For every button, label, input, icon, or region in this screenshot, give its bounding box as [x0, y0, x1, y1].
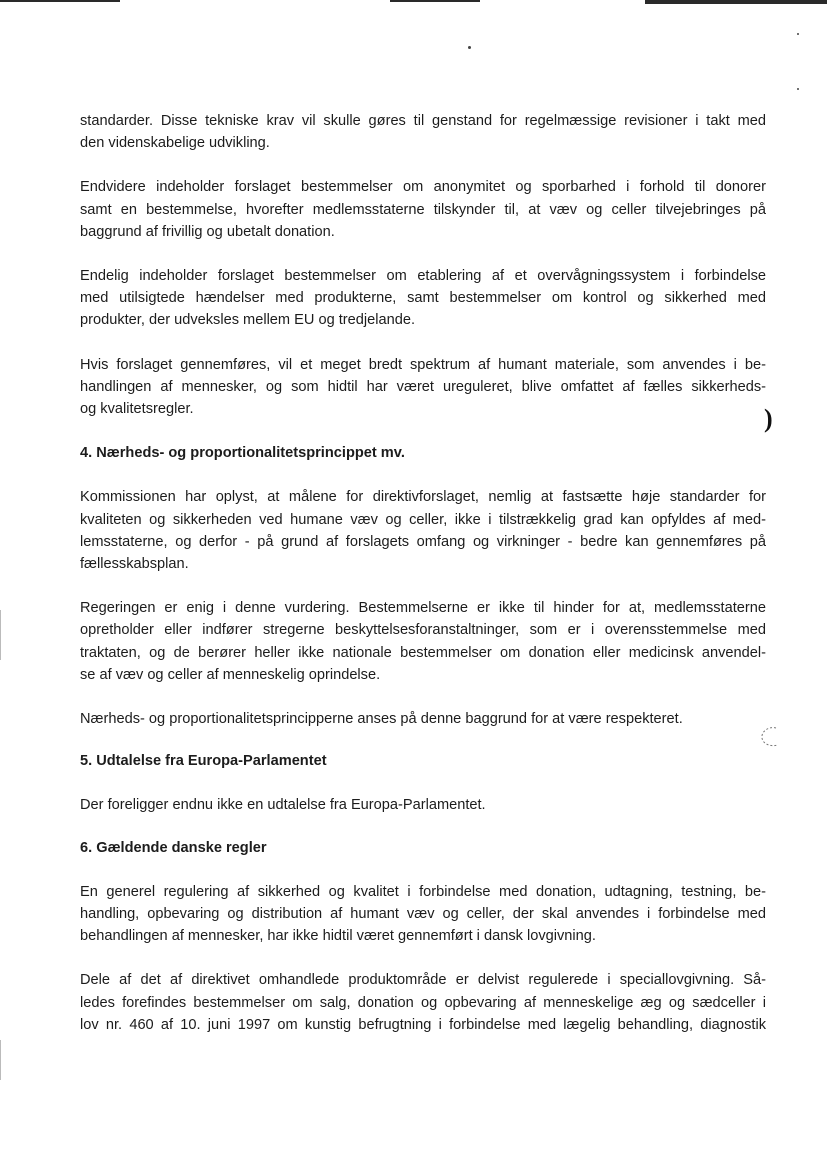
text-line: den videnskabelige udvikling.	[80, 135, 270, 152]
paragraph-5	[80, 486, 766, 575]
text-line: Endelig indeholder forslaget bestemmelser om etablering af et overvågningssystem i forbindelse	[80, 268, 766, 285]
text-line: handling, opbevaring og distribution af humant væv og celler, der skal anvendes i forbindelse med	[80, 906, 766, 923]
scan-edge-line	[645, 0, 827, 4]
text-line: kvaliteten og sikkerheden ved humane væv og celler, ikke i tilstrækkelig grad kan opfyldes af med-	[80, 511, 766, 528]
text-line: samt en bestemmelse, hvorefter medlemsstaterne tilskynder til, at væv og celler tilvejebringes på	[80, 201, 766, 218]
paragraph-9	[80, 881, 766, 948]
text-line: Endvidere indeholder forslaget bestemmelser om anonymitet og sporbarhed i forhold til donorer	[80, 179, 766, 196]
paragraph-10	[80, 969, 766, 1036]
text-line: Dele af det af direktivet omhandlede produktområde er delvist regulerede i speciallovgivning. Så-	[80, 972, 766, 989]
text-line: lemsstaterne, og derfor - på grund af forslagets omfang og virkninger - bedre kan gennemføres på	[80, 533, 766, 550]
paragraph-8	[80, 794, 766, 816]
paragraph-2	[80, 176, 766, 243]
text-line: se af væv og celler af menneskelig oprindelse.	[80, 666, 381, 683]
text-line: produkter, der udveksles mellem EU og tredjelande.	[80, 312, 416, 329]
paragraph-6	[80, 597, 766, 686]
text-line: med utilsigtede hændelser med produkterne, samt bestemmelser om kontrol og sikkerhed med	[80, 290, 766, 307]
text-line: Kommissionen har oplyst, at målene for direktivforslaget, nemlig at fastsætte høje standarder for	[80, 489, 766, 506]
text-line: Nærheds- og proportionalitetsprincipperne anses på denne baggrund for at være respekteret.	[80, 711, 683, 728]
section-heading-4: 4. Nærheds- og proportionalitetsprincippet mv.	[80, 445, 405, 462]
margin-mark: )	[764, 404, 773, 433]
scan-edge-line	[0, 0, 120, 2]
scan-edge-line	[0, 1040, 1, 1080]
paragraph-1	[80, 110, 766, 154]
text-line: Regeringen er enig i denne vurdering. Bestemmelserne er ikke til hinder for at, medlemsstaterne	[80, 600, 766, 617]
text-line: ledes forefindes bestemmelser om salg, donation og opbevaring af menneskelige æg og sædceller i	[80, 994, 766, 1011]
text-line: fællesskabsplan.	[80, 556, 189, 573]
paragraph-4	[80, 354, 766, 421]
text-line: traktaten, og de berører heller ikke nationale bestemmelser om donation eller medicinsk anvendel-	[80, 644, 766, 661]
document-page	[80, 110, 766, 1058]
text-line: lov nr. 460 af 10. juni 1997 om kunstig befrugtning i forbindelse med lægelig behandling, diagnostik	[80, 1016, 766, 1033]
section-heading-6: 6. Gældende danske regler	[80, 839, 267, 856]
paragraph-7	[80, 708, 766, 730]
text-line: handlingen af mennesker, og som hidtil har været ureguleret, blive omfattet af fælles sikkerheds-	[80, 378, 766, 395]
text-line: opretholder eller indfører stregerne beskyttelsesforanstaltninger, som er i overensstemmelse med	[80, 622, 766, 639]
paragraph-3	[80, 265, 766, 332]
scan-speck	[468, 46, 471, 49]
text-line: baggrund af frivillig og ubetalt donation.	[80, 223, 335, 240]
text-line: Hvis forslaget gennemføres, vil et meget bredt spektrum af humant materiale, som anvendes i be-	[80, 356, 766, 373]
text-line: og kvalitetsregler.	[80, 401, 194, 418]
section-heading-5: 5. Udtalelse fra Europa-Parlamentet	[80, 753, 327, 770]
scan-edge-line	[390, 0, 480, 2]
scan-speck	[797, 88, 799, 90]
scan-edge-line	[0, 610, 1, 660]
text-line: En generel regulering af sikkerhed og kvalitet i forbindelse med donation, udtagning, testning, be-	[80, 883, 766, 900]
text-line: behandlingen af mennesker, har ikke hidtil været gennemført i dansk lovgivning.	[80, 928, 596, 945]
scan-speck	[797, 33, 799, 35]
text-line: Der foreligger endnu ikke en udtalelse fra Europa-Parlamentet.	[80, 797, 486, 814]
text-line: standarder. Disse tekniske krav vil skulle gøres til genstand for regelmæssige revisioner i takt med	[80, 113, 766, 129]
